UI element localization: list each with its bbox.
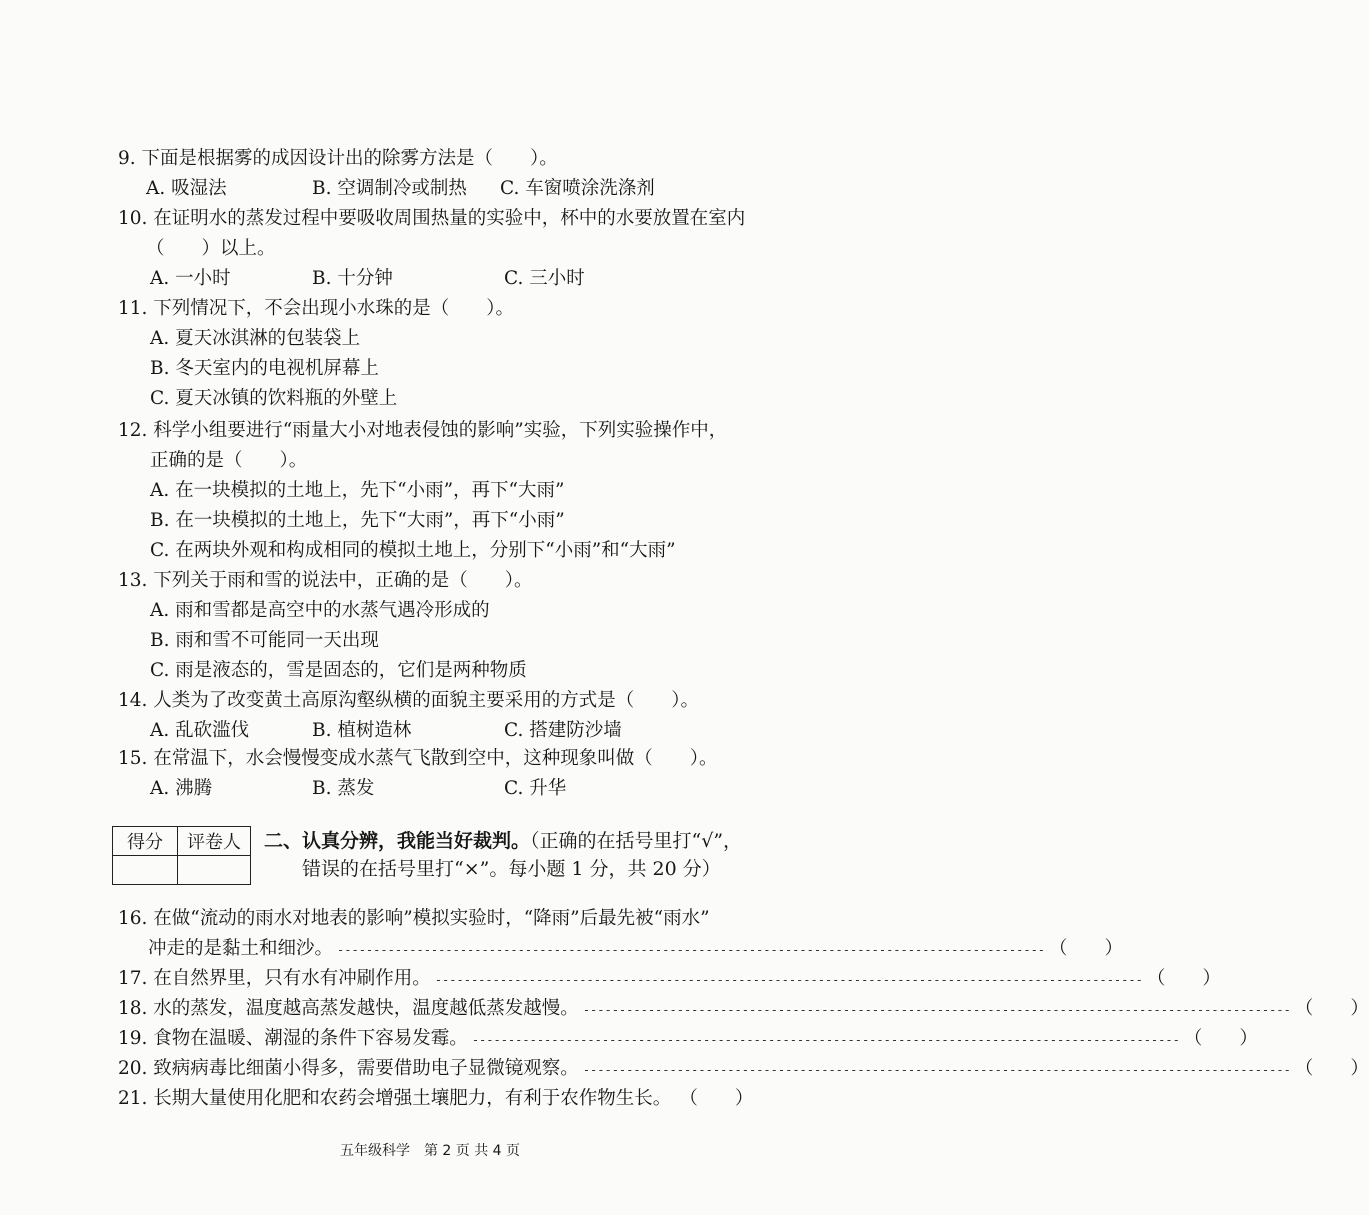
tf-17-answer-paren[interactable]: （ ） [1146, 968, 1221, 989]
tf-18-answer-paren[interactable]: （ ） [1294, 998, 1369, 1019]
leader-dots: -------------------------------------------------------------------------------------------------- [337, 943, 1046, 957]
section-2-instruction-cont: 错误的在括号里打“×”。每小题 1 分，共 20 分） [302, 858, 721, 880]
question-13-stem: 13. 下列关于雨和雪的说法中，正确的是（ ）。 [118, 570, 533, 591]
question-10-stem-cont: （ ）以上。 [146, 238, 276, 259]
question-10-option-a: A. 一小时 [150, 268, 231, 289]
tf-16-text: 冲走的是黏土和细沙。 [148, 938, 334, 959]
leader-dots: -------------------------------------------------------------------------------------------------- [434, 973, 1143, 987]
tf-16-line2 [148, 936, 1124, 963]
question-14-option-c: C. 搭建防沙墙 [504, 720, 622, 741]
question-13-option-a: A. 雨和雪都是高空中的水蒸气遇冷形成的 [150, 600, 490, 621]
grader-cell[interactable] [178, 856, 251, 885]
question-11-option-b: B. 冬天室内的电视机屏幕上 [150, 358, 379, 379]
tf-20-text: 20. 致病病毒比细菌小得多，需要借助电子显微镜观察。 [118, 1058, 579, 1079]
leader-dots: -------------------------------------------------------------------------------------------------- [582, 1063, 1291, 1077]
score-header: 得分 [113, 827, 178, 856]
question-9-option-a: A. 吸湿法 [146, 178, 227, 199]
tf-17 [118, 966, 1221, 993]
question-12-option-c: C. 在两块外观和构成相同的模拟土地上，分别下“小雨”和“大雨” [150, 540, 676, 561]
question-13-option-c: C. 雨是液态的，雪是固态的，它们是两种物质 [150, 660, 527, 681]
tf-20 [118, 1056, 1369, 1083]
tf-16-answer-paren[interactable]: （ ） [1049, 938, 1124, 959]
tf-21-answer-paren[interactable]: （ ） [679, 1088, 754, 1109]
question-10-option-c: C. 三小时 [504, 268, 585, 289]
question-9-option-b: B. 空调制冷或制热 [312, 178, 467, 199]
score-cell[interactable] [113, 856, 178, 885]
section-2-instruction: （正确的在括号里打“√”， [530, 830, 743, 852]
question-10-option-b: B. 十分钟 [312, 268, 393, 289]
tf-21 [118, 1086, 754, 1113]
question-9-stem: 9. 下面是根据雾的成因设计出的除雾方法是（ ）。 [118, 148, 558, 169]
section-2-heading [264, 828, 742, 855]
question-11-option-a: A. 夏天冰淇淋的包装袋上 [150, 328, 361, 349]
leader-dots: -------------------------------------------------------------------------------------------------- [471, 1033, 1180, 1047]
question-15-option-c: C. 升华 [504, 778, 567, 799]
question-9-option-c: C. 车窗喷涂洗涤剂 [500, 178, 655, 199]
tf-18-text: 18. 水的蒸发，温度越高蒸发越快，温度越低蒸发越慢。 [118, 998, 579, 1019]
tf-19-text: 19. 食物在温暖、潮湿的条件下容易发霉。 [118, 1028, 468, 1049]
question-13-option-b: B. 雨和雪不可能同一天出现 [150, 630, 379, 651]
tf-20-answer-paren[interactable]: （ ） [1294, 1058, 1369, 1079]
question-12-option-b: B. 在一块模拟的土地上，先下“大雨”，再下“小雨” [150, 510, 565, 531]
question-14-option-a: A. 乱砍滥伐 [150, 720, 250, 741]
tf-21-text: 21. 长期大量使用化肥和农药会增强土壤肥力，有利于农作物生长。 [118, 1088, 672, 1109]
question-12-stem-cont: 正确的是（ ）。 [150, 450, 308, 471]
tf-17-text: 17. 在自然界里，只有水有冲刷作用。 [118, 968, 431, 989]
tf-16-line1: 16. 在做“流动的雨水对地表的影响”模拟实验时，“降雨”后最先被“雨水” [118, 908, 710, 929]
question-11-option-c: C. 夏天冰镇的饮料瓶的外壁上 [150, 388, 398, 409]
question-14-stem: 14. 人类为了改变黄土高原沟壑纵横的面貌主要采用的方式是（ ）。 [118, 690, 700, 711]
tf-18 [118, 996, 1369, 1023]
tf-19 [118, 1026, 1258, 1053]
question-15-stem: 15. 在常温下，水会慢慢变成水蒸气飞散到空中，这种现象叫做（ ）。 [118, 748, 718, 769]
section-2-title: 二、认真分辨，我能当好裁判。 [264, 830, 531, 852]
question-11-stem: 11. 下列情况下，不会出现小水珠的是（ ）。 [118, 298, 515, 319]
question-12-stem: 12. 科学小组要进行“雨量大小对地表侵蚀的影响”实验，下列实验操作中， [118, 420, 728, 441]
question-15-option-b: B. 蒸发 [312, 778, 375, 799]
leader-dots: -------------------------------------------------------------------------------------------------- [582, 1003, 1291, 1017]
score-table [112, 826, 251, 885]
question-15-option-a: A. 沸腾 [150, 778, 213, 799]
page-footer: 五年级科学 第 2 页 共 4 页 [339, 1143, 521, 1159]
tf-19-answer-paren[interactable]: （ ） [1183, 1028, 1258, 1049]
question-14-option-b: B. 植树造林 [312, 720, 412, 741]
question-10-stem: 10. 在证明水的蒸发过程中要吸收周围热量的实验中，杯中的水要放置在室内 [118, 208, 746, 229]
grader-header: 评卷人 [178, 827, 251, 856]
question-12-option-a: A. 在一块模拟的土地上，先下“小雨”，再下“大雨” [150, 480, 565, 501]
